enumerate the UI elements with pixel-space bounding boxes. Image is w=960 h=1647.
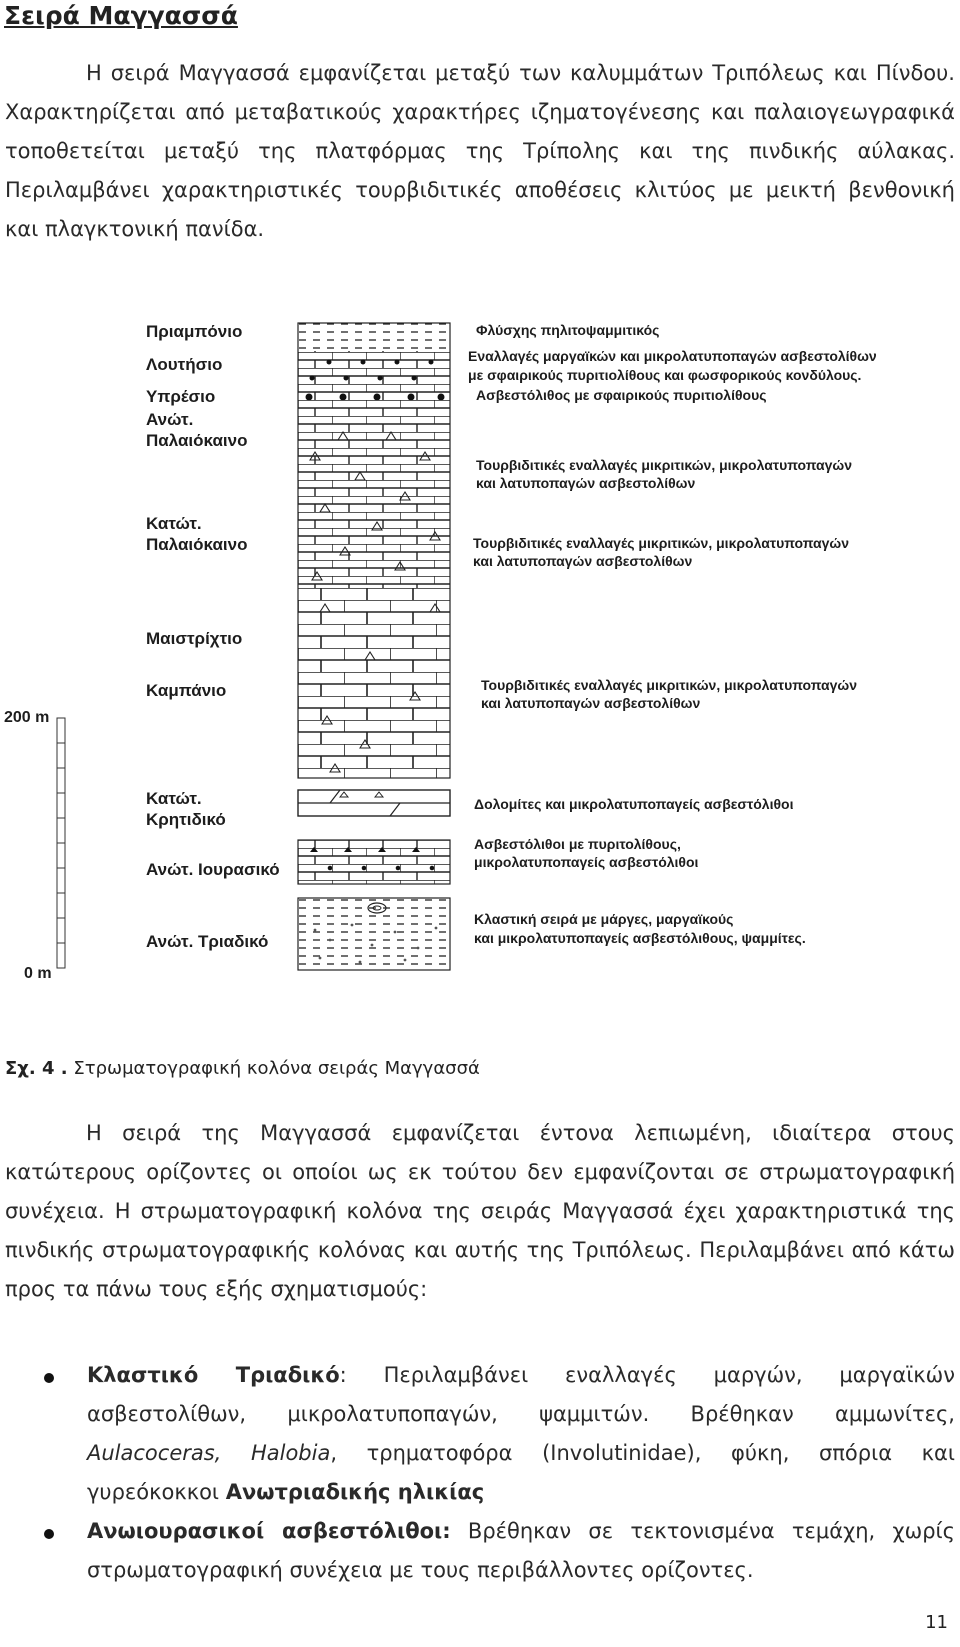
age-label-ypresio: Υπρέσιο xyxy=(146,387,216,406)
desc-chert-limestone: Ασβεστόλιθος με σφαιρικούς πυριτιολίθους xyxy=(476,387,767,403)
age-label-lower-cretaceous-2: Κρητιδικό xyxy=(146,810,226,829)
age-label-upper-paleocene-1: Ανώτ. xyxy=(146,410,194,429)
age-label-maistrixtio: Μαιστρίχτιο xyxy=(146,629,243,648)
desc-chert-1: Ασβεστόλιθοι με πυριτολίθους, xyxy=(474,836,681,852)
formation-list xyxy=(0,1356,960,1590)
age-label-lower-cretaceous-1: Κατώτ. xyxy=(146,789,202,808)
desc-dolomites: Δολομίτες και μικρολατυποπαγείς ασβεστόλιθοι xyxy=(474,796,794,812)
section-title: Σειρά Μαγγασσά xyxy=(4,1,238,30)
age-label-priabonio: Πριαμπόνιο xyxy=(146,322,243,341)
desc-flysch: Φλύσχης πηλιτοψαμμιτικός xyxy=(476,322,660,338)
age-label-upper-paleocene-2: Παλαιόκαινο xyxy=(146,431,248,450)
figure-caption xyxy=(5,1058,480,1079)
desc-turbidites-2a: Τουρβιδιτικές εναλλαγές μικριτικών, μικρολατυποπαγών xyxy=(473,535,850,551)
desc-clastic-1: Κλαστική σειρά με μάργες, μαργαϊκούς xyxy=(474,911,734,927)
caption-label: Σχ. 4 . xyxy=(5,1058,68,1079)
desc-marls-1: Εναλλαγές μαργαϊκών και μικρολατυποπαγών ασβεστολίθων xyxy=(468,348,877,364)
bullet-italic: Aulacoceras, Halobia xyxy=(87,1441,331,1465)
bullet-term: Κλαστικό Τριαδικό xyxy=(87,1363,340,1387)
desc-turbidites-2b: και λατυποπαγών ασβεστολίθων xyxy=(473,553,693,569)
bullet-icon xyxy=(44,1373,54,1383)
age-label-loutisio: Λουτήσιο xyxy=(146,355,223,374)
age-label-lower-paleocene-2: Παλαιόκαινο xyxy=(146,535,248,554)
second-paragraph xyxy=(5,1114,955,1309)
bullet-text-2: , τρηματοφόρα (Involutinidae), φύκη, σπόρια και γυρεόκοκκοι xyxy=(87,1441,955,1504)
stratigraphic-column-figure xyxy=(0,320,960,1030)
age-label-upper-triassic: Ανώτ. Τριαδικό xyxy=(146,932,269,951)
lithology-descriptions xyxy=(468,322,877,946)
desc-clastic-2: και μικρολατυποπαγείς ασβεστόλιθους, ψαμμίτες. xyxy=(474,930,806,946)
desc-turbidites-1b: και λατυποπαγών ασβεστολίθων xyxy=(476,475,696,491)
intro-text: Η σειρά Μαγγασσά εμφανίζεται μεταξύ των καλυμμάτων Τριπόλεως και Πίνδου. Χαρακτηρίζεται από μεταβατικούς χαρακτήρες ιζηματογένεσης και παλαιογεωγραφικά τοποθετείται μεταξύ της πλατφόρμας της Τρίπολης και της πινδικής αύλακας. Περιλαμβάνει χαρακτηριστικές τουρβιδιτικές αποθέσεις κλιτύος με μεικτή βενθονική και πλαγκτονική πανίδα. xyxy=(5,61,955,241)
bullet-text: Περιλαμβάνει εναλλαγές μαργών, μαργαϊκών ασβεστολίθων, μικρολατυποπαγών, ψαμμιτών. Βρέθηκαν αμμωνίτες, xyxy=(87,1363,955,1426)
second-paragraph-text: Η σειρά της Μαγγασσά εμφανίζεται έντονα λεπιωμένη, ιδιαίτερα στους κατώτερους ορίζοντες οι οποίοι ως εκ τούτου δεν εμφανίζονται σε στρωματογραφική συνέχεια. Η στρωματογραφική κολόνα της σειράς Μαγγασσά έχει χαρακτηριστικά της πινδικής στρωματογραφικής κολόνας και αυτής της Τριπόλεως. Περιλαμβάνει από κάτω προς τα πάνω τους εξής σχηματισμούς: xyxy=(5,1121,955,1301)
bullet-term: Ανωιουρασικοί ασβεστόλιθοι: xyxy=(87,1519,451,1543)
page-number: 11 xyxy=(925,1612,948,1633)
bullet-separator: : xyxy=(339,1363,347,1387)
scale-top-label: 200 m xyxy=(4,709,50,726)
bullet-bold-end: Ανωτριαδικής ηλικίας xyxy=(225,1480,485,1504)
list-item xyxy=(0,1512,960,1590)
desc-chert-2: μικρολατυποπαγείς ασβεστόλιθοι xyxy=(474,854,699,870)
scale-bar xyxy=(4,709,65,982)
desc-marls-2: με σφαιρικούς πυριτιολίθους και φωσφορικούς κονδύλους. xyxy=(468,367,862,383)
desc-turbidites-1a: Τουρβιδιτικές εναλλαγές μικριτικών, μικρολατυποπαγών xyxy=(476,457,853,473)
age-label-kampanio: Καμπάνιο xyxy=(146,681,227,700)
caption-text: Στρωματογραφική κολόνα σειράς Μαγγασσά xyxy=(67,1058,480,1079)
age-label-upper-jurassic: Ανώτ. Ιουρασικό xyxy=(146,860,280,879)
bullet-icon xyxy=(44,1529,54,1539)
age-label-lower-paleocene-1: Κατώτ. xyxy=(146,514,202,533)
age-labels xyxy=(146,322,280,951)
list-item xyxy=(0,1356,960,1512)
bullet-text: Βρέθηκαν σε τεκτονισμένα τεμάχη, χωρίς στρωματογραφική συνέχεια με τους περιβάλλοντες ορίζοντες. xyxy=(87,1519,955,1582)
stratigraphic-column xyxy=(298,323,450,970)
intro-paragraph xyxy=(5,54,955,249)
desc-turbidites-3a: Τουρβιδιτικές εναλλαγές μικριτικών, μικρολατυποπαγών xyxy=(481,677,858,693)
desc-turbidites-3b: και λατυποπαγών ασβεστολίθων xyxy=(481,695,701,711)
scale-bottom-label: 0 m xyxy=(24,965,52,982)
